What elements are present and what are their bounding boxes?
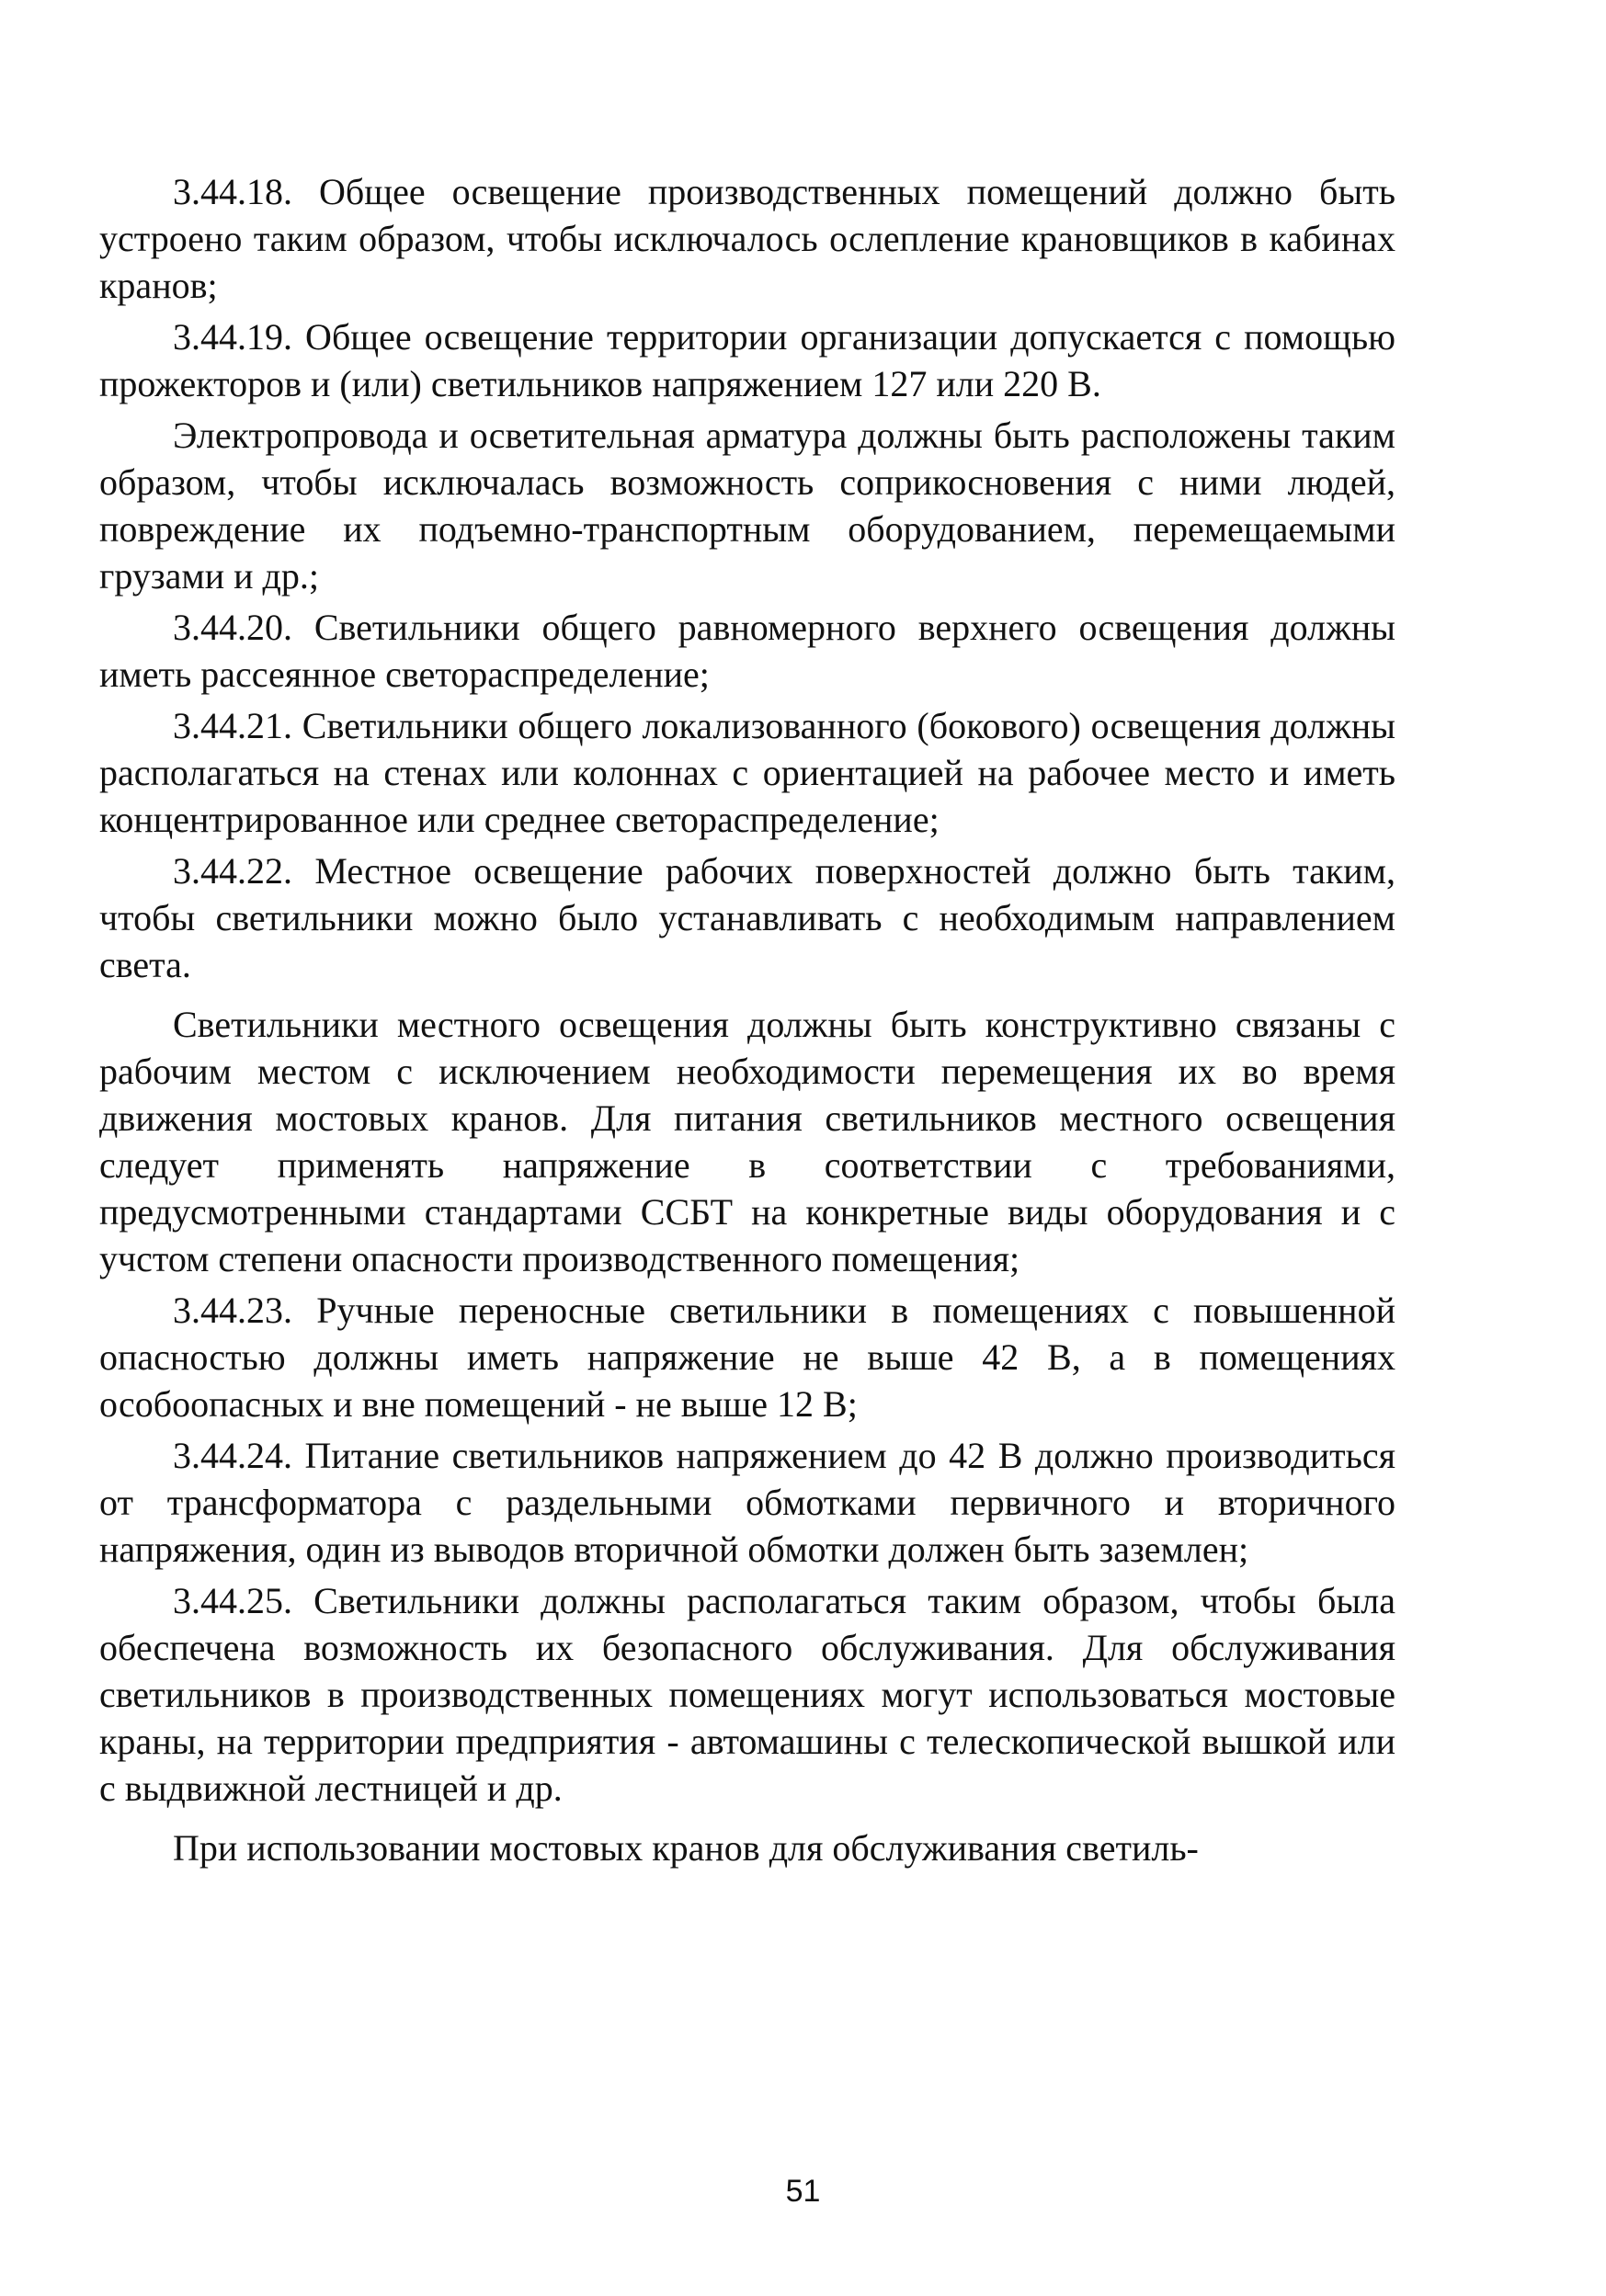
paragraph-electrical-wiring: Электропровода и осветительная арматура должны быть расположены таким образом, чтобы исключалась возможность соприкосновения с ними людей, повреждение их подъемно-транспортным оборудованием, перемещаемыми грузами и др.; bbox=[99, 415, 1395, 597]
paragraph-3-44-23: 3.44.23. Ручные переносные светильники в помещениях с повышенной опасностью должны иметь напряжение не выше 42 В, а в помещениях особоопасных и вне помещений - не выше 12 В; bbox=[99, 1290, 1395, 1425]
paragraph-local-lighting: Светильники местного освещения должны быть конструктивно связаны с рабочим местом с исключением необходимости перемещения их во время движения мостовых кранов. Для питания светильников местного освещения следует применять напряжение в соответствии с требованиями, предусмотренными стандартами ССБТ на конкретные виды оборудования и с учстом степени опасности производственного помещения; bbox=[99, 1004, 1395, 1279]
page-number: 51 bbox=[785, 2174, 821, 2209]
paragraph-3-44-22: 3.44.22. Местное освещение рабочих поверхностей должно быть таким, чтобы светильники можно было устанавливать с необходимым направлением света. bbox=[99, 850, 1395, 985]
paragraph-3-44-24: 3.44.24. Питание светильников напряжением до 42 В должно производиться от трансформатора с раздельными обмотками первичного и вторичного напряжения, один из выводов вторичной обмотки должен быть заземлен; bbox=[99, 1435, 1395, 1570]
paragraph-3-44-20: 3.44.20. Светильники общего равномерного верхнего освещения должны иметь рассеянное светораспределение; bbox=[99, 607, 1395, 695]
paragraph-3-44-25: 3.44.25. Светильники должны располагаться таким образом, чтобы была обеспечена возможность их безопасного обслуживания. Для обслуживания светильников в производственных помещениях могут использоваться мостовые краны, на территории предприятия - автомашины с телескопической вышкой или с выдвижной лестницей и др. bbox=[99, 1580, 1395, 1809]
body-text bbox=[99, 164, 1395, 1871]
paragraph-bridge-cranes: При использовании мостовых кранов для обслуживания светиль- bbox=[173, 1827, 1199, 1869]
paragraph-3-44-21: 3.44.21. Светильники общего локализованного (бокового) освещения должны располагаться на стенах или колоннах с ориентацией на рабочее место и иметь концентрированное или среднее светораспределение; bbox=[99, 705, 1395, 840]
paragraph-3-44-18: 3.44.18. Общее освещение производственных помещений должно быть устроено таким образом, чтобы исключалось ослепление крановщиков в кабинах кранов; bbox=[99, 171, 1395, 306]
paragraph-3-44-19: 3.44.19. Общее освещение территории организации допускается с помощью прожекторов и (или) светильников напряжением 127 или 220 В. bbox=[99, 316, 1395, 404]
